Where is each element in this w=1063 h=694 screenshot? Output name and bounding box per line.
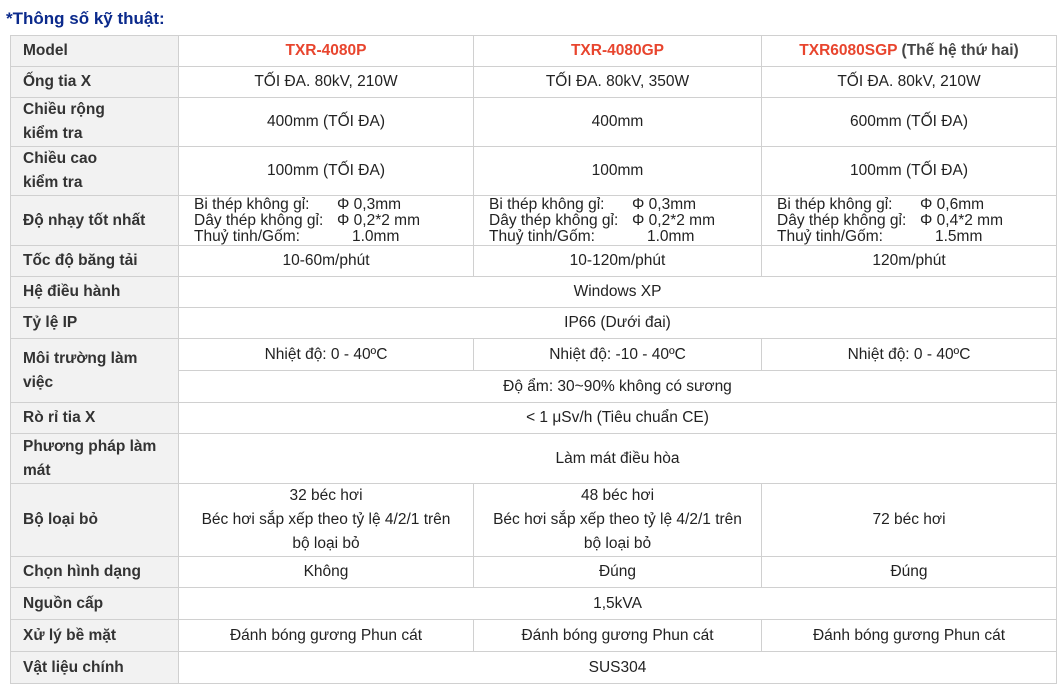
model-name: TXR-4080P xyxy=(285,42,367,59)
cell-reject-2 xyxy=(474,484,762,557)
table-row-reject xyxy=(11,484,1057,557)
model-header-2 xyxy=(474,36,762,67)
cell-cooling: Làm mát điều hòa xyxy=(179,434,1057,484)
model-header-1 xyxy=(179,36,474,67)
table-row-power xyxy=(11,588,1057,620)
cell-env-temp-2: Nhiệt độ: -10 - 40ºC xyxy=(474,339,762,371)
cell-os: Windows XP xyxy=(179,277,1057,308)
cell-leak: < 1 μSv/h (Tiêu chuẩn CE) xyxy=(179,403,1057,434)
table-row-belt xyxy=(11,246,1057,277)
section-title: *Thông số kỹ thuật: xyxy=(6,9,165,28)
cell-reject-3: 72 béc hơi xyxy=(762,484,1057,557)
table-row-ip xyxy=(11,308,1057,339)
row-label-leak: Rò rỉ tia X xyxy=(11,403,179,434)
table-row-material xyxy=(11,652,1057,684)
model-name: TXR6080SGP xyxy=(799,42,898,59)
sensitivity-key: Bi thép không gỉ: xyxy=(777,195,893,213)
cell-width-3: 600mm (TỐI ĐA) xyxy=(762,98,1057,147)
reject-line: 48 béc hơi xyxy=(580,487,655,504)
sensitivity-key: Thuỷ tinh/Gốm: xyxy=(777,227,883,245)
row-label-model: Model xyxy=(11,36,179,67)
sensitivity-value: 1.0mm xyxy=(352,227,400,245)
table-row-shape xyxy=(11,557,1057,588)
cell-sensitivity-1 xyxy=(179,196,474,246)
row-label-surface: Xử lý bề mặt xyxy=(11,620,179,652)
table-row-width xyxy=(11,98,1057,147)
cell-shape-3: Đúng xyxy=(762,557,1057,588)
reject-line: Béc hơi sắp xếp theo tỷ lệ 4/2/1 trên xyxy=(493,511,742,528)
sensitivity-value: Φ 0,2*2 mm xyxy=(337,211,421,229)
row-label-height xyxy=(11,147,179,196)
reject-line: bộ loại bỏ xyxy=(583,535,652,552)
label-line: kiểm tra xyxy=(23,125,83,142)
label-line: mát xyxy=(23,461,51,479)
cell-env-temp-3: Nhiệt độ: 0 - 40ºC xyxy=(762,339,1057,371)
sensitivity-key: Thuỷ tinh/Gốm: xyxy=(489,227,595,245)
label-line: Chiều rộng xyxy=(23,101,105,118)
label-line: Phương pháp làm xyxy=(23,437,157,455)
sensitivity-value: Φ 0,3mm xyxy=(632,195,697,213)
cell-height-2: 100mm xyxy=(474,147,762,196)
row-label-width xyxy=(11,98,179,147)
row-label-sensitivity: Độ nhạy tốt nhất xyxy=(11,196,179,246)
sensitivity-value: Φ 0,6mm xyxy=(920,195,985,213)
reject-line: bộ loại bỏ xyxy=(292,535,360,552)
sensitivity-key: Dây thép không gỉ: xyxy=(194,211,324,229)
cell-height-3: 100mm (TỐI ĐA) xyxy=(762,147,1057,196)
label-line: kiểm tra xyxy=(23,174,83,191)
cell-power: 1,5kVA xyxy=(179,588,1057,620)
cell-xray-2: TỐI ĐA. 80kV, 350W xyxy=(474,67,762,98)
cell-width-2: 400mm xyxy=(474,98,762,147)
row-label-belt: Tốc độ băng tải xyxy=(11,246,179,277)
sensitivity-value: 1.5mm xyxy=(935,227,983,245)
sensitivity-key: Dây thép không gỉ: xyxy=(489,211,619,229)
table-row-sensitivity xyxy=(11,196,1057,246)
cell-env-temp-1: Nhiệt độ: 0 - 40ºC xyxy=(179,339,474,371)
cell-shape-1: Không xyxy=(179,557,474,588)
table-row-leak xyxy=(11,403,1057,434)
row-label-cooling xyxy=(11,434,179,484)
cell-xray-1: TỐI ĐA. 80kV, 210W xyxy=(179,67,474,98)
row-label-os: Hệ điều hành xyxy=(11,277,179,308)
sensitivity-value: Φ 0,2*2 mm xyxy=(632,211,716,229)
table-row-xray xyxy=(11,67,1057,98)
sensitivity-value: Φ 0,4*2 mm xyxy=(920,211,1004,229)
sensitivity-key: Bi thép không gỉ: xyxy=(194,195,310,213)
table-row-cooling xyxy=(11,434,1057,484)
cell-belt-2: 10-120m/phút xyxy=(474,246,762,277)
model-name: TXR-4080GP xyxy=(570,42,665,59)
cell-surface-2: Đánh bóng gương Phun cát xyxy=(474,620,762,652)
table-row-os xyxy=(11,277,1057,308)
table-row-env-temp xyxy=(11,339,1057,371)
row-label-ip: Tỷ lệ IP xyxy=(11,308,179,339)
sensitivity-key: Thuỷ tinh/Gốm: xyxy=(194,227,300,245)
label-line: Môi trường làm xyxy=(23,349,138,367)
cell-width-1: 400mm (TỐI ĐA) xyxy=(179,98,474,147)
cell-belt-3: 120m/phút xyxy=(762,246,1057,277)
reject-line: Béc hơi sắp xếp theo tỷ lệ 4/2/1 trên xyxy=(201,511,451,528)
table-row-surface xyxy=(11,620,1057,652)
row-label-shape: Chọn hình dạng xyxy=(11,557,179,588)
model-generation-note: (Thế hệ thứ hai) xyxy=(897,42,1019,59)
sensitivity-key: Bi thép không gỉ: xyxy=(489,195,605,213)
cell-env-humidity: Độ ẩm: 30~90% không có sương xyxy=(179,371,1057,403)
sensitivity-value: 1.0mm xyxy=(647,227,695,245)
row-label-xray: Ống tia X xyxy=(11,67,179,98)
cell-sensitivity-3 xyxy=(762,196,1057,246)
cell-shape-2: Đúng xyxy=(474,557,762,588)
cell-ip: IP66 (Dưới đai) xyxy=(179,308,1057,339)
cell-xray-3: TỐI ĐA. 80kV, 210W xyxy=(762,67,1057,98)
cell-surface-3: Đánh bóng gương Phun cát xyxy=(762,620,1057,652)
cell-reject-1 xyxy=(179,484,474,557)
row-label-env xyxy=(11,339,179,403)
cell-material: SUS304 xyxy=(179,652,1057,684)
spec-table xyxy=(10,35,1057,684)
cell-sensitivity-2 xyxy=(474,196,762,246)
sensitivity-key: Dây thép không gỉ: xyxy=(777,211,907,229)
row-label-reject: Bộ loại bỏ xyxy=(11,484,179,557)
cell-surface-1: Đánh bóng gương Phun cát xyxy=(179,620,474,652)
reject-line: 32 béc hơi xyxy=(289,487,363,504)
label-line: Chiều cao xyxy=(23,150,98,167)
table-row-height xyxy=(11,147,1057,196)
model-header-3 xyxy=(762,36,1057,67)
sensitivity-value: Φ 0,3mm xyxy=(337,195,402,213)
row-label-material: Vật liệu chính xyxy=(11,652,179,684)
label-line: việc xyxy=(23,373,54,391)
cell-height-1: 100mm (TỐI ĐA) xyxy=(179,147,474,196)
row-label-power: Nguồn cấp xyxy=(11,588,179,620)
table-row-model xyxy=(11,36,1057,67)
cell-belt-1: 10-60m/phút xyxy=(179,246,474,277)
